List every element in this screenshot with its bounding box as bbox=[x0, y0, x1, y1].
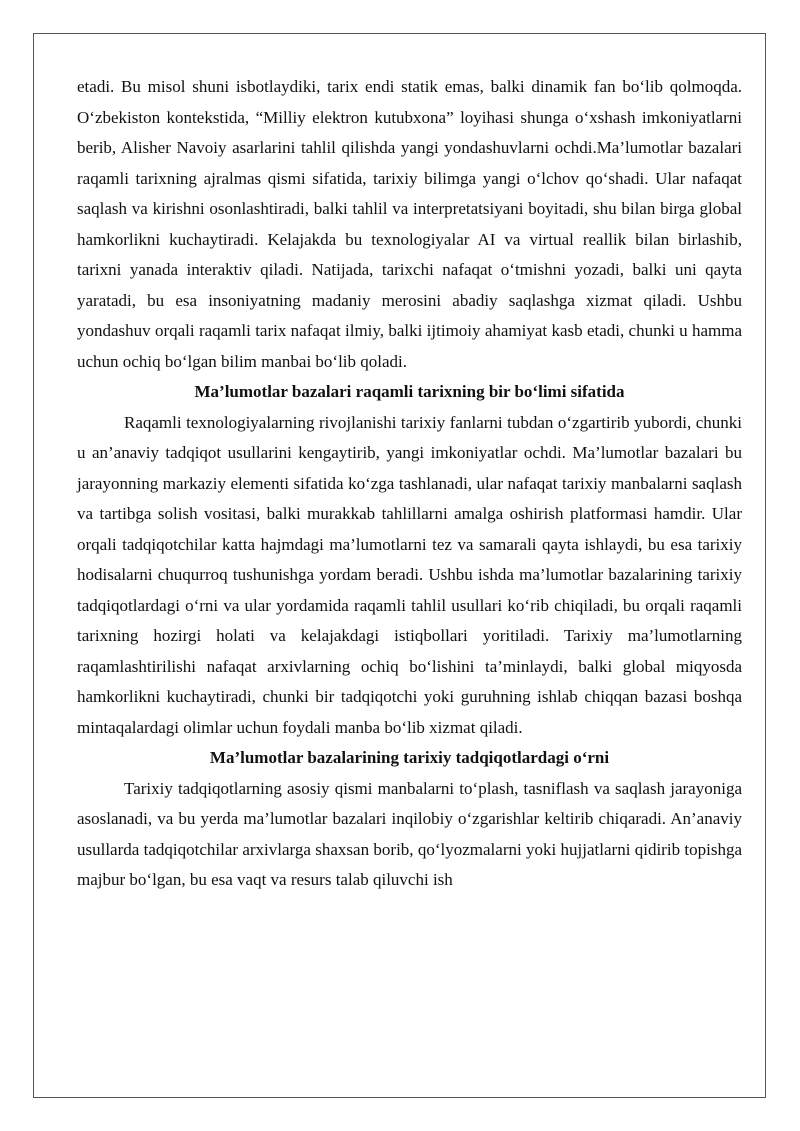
intro-paragraph: etadi. Bu misol shuni isbotlaydiki, tarix endi statik emas, balki dinamik fan bo‘lib qolmoqda. O‘zbekiston kontekstida, “Milliy elektron kutubxona” loyihasi shunga o‘xshash imkoniyatlarni berib, Alisher Navoiy asarlarini tahlil qilishda yangi yondashuvlarni ochdi.Ma’lumotlar bazalari raqamli tarixning ajralmas qismi sifatida, tarixiy bilimga yangi o‘lchov qo‘shadi. Ular nafaqat saqlash va kirishni osonlashtiradi, balki tahlil va interpretatsiyani boyitadi, shu bilan birga global hamkorlikni kuchaytiradi. Kelajakda bu texnologiyalar AI va virtual reallik bilan birlashib, tarixni yanada interaktiv qiladi. Natijada, tarixchi nafaqat o‘tmishni yozadi, balki uni qayta yaratadi, bu esa insoniyatning madaniy merosini abadiy saqlashga xizmat qiladi. Ushbu yondashuv orqali raqamli tarix nafaqat ilmiy, balki ijtimoiy ahamiyat kasb etadi, chunki u hamma uchun ochiq bo‘lgan bilim manbai bo‘lib qoladi. bbox=[77, 77, 742, 371]
section-2-paragraph: Tarixiy tadqiqotlarning asosiy qismi manbalarni to‘plash, tasniflash va saqlash jarayoniga asoslanadi, va bu yerda ma’lumotlar bazalari inqilobiy o‘zgarishlar keltirib chiqaradi. An’anaviy usullarda tadqiqotchilar arxivlarga shaxsan borib, qo‘lyozmalarni yoki hujjatlarni qidirib topishga majbur bo‘lgan, bu esa vaqt va resurs talab qiluvchi ish bbox=[77, 778, 742, 889]
section-1-paragraph: Raqamli texnologiyalarning rivojlanishi tarixiy fanlarni tubdan o‘zgartirib yubordi, chunki u an’anaviy tadqiqot usullarini kengaytirib, yangi imkoniyatlar ochdi. Ma’lumotlar bazalari bu jarayonning markaziy elementi sifatida ko‘zga tashlanadi, ular nafaqat tarixiy manbalarni saqlash va tartibga solish vositasi, balki murakkab tahlillarni amalga oshirish platformasi hamdir. Ular orqali tadqiqotchilar katta hajmdagi ma’lumotlarni tez va samarali qayta ishlaydi, bu esa tarixiy hodisalarni chuqurroq tushunishga yordam beradi. Ushbu ishda ma’lumotlar bazalarining tarixiy tadqiqotlardagi o‘rni va ular yordamida raqamli tahlil usullari ko‘rib chiqiladi, bu orqali raqamli tarixning hozirgi holati va kelajakdagi istiqbollari yoritiladi. Tarixiy ma’lumotlarning raqamlashtirilishi nafaqat arxivlarning ochiq bo‘lishini ta’minlaydi, balki global miqyosda hamkorlikni kuchaytiradi, chunki bir tadqiqotchi yoki guruhning ishlab chiqqan bazasi boshqa mintaqalardagi olimlar uchun foydali manba bo‘lib xizmat qiladi. bbox=[77, 412, 742, 737]
document-body bbox=[77, 72, 742, 896]
section-heading-databases-digital-history: Ma’lumotlar bazalari raqamli tarixning bir bo‘limi sifatida bbox=[194, 382, 625, 401]
section-heading-role-in-research: Ma’lumotlar bazalarining tarixiy tadqiqotlardagi o‘rni bbox=[209, 748, 610, 767]
